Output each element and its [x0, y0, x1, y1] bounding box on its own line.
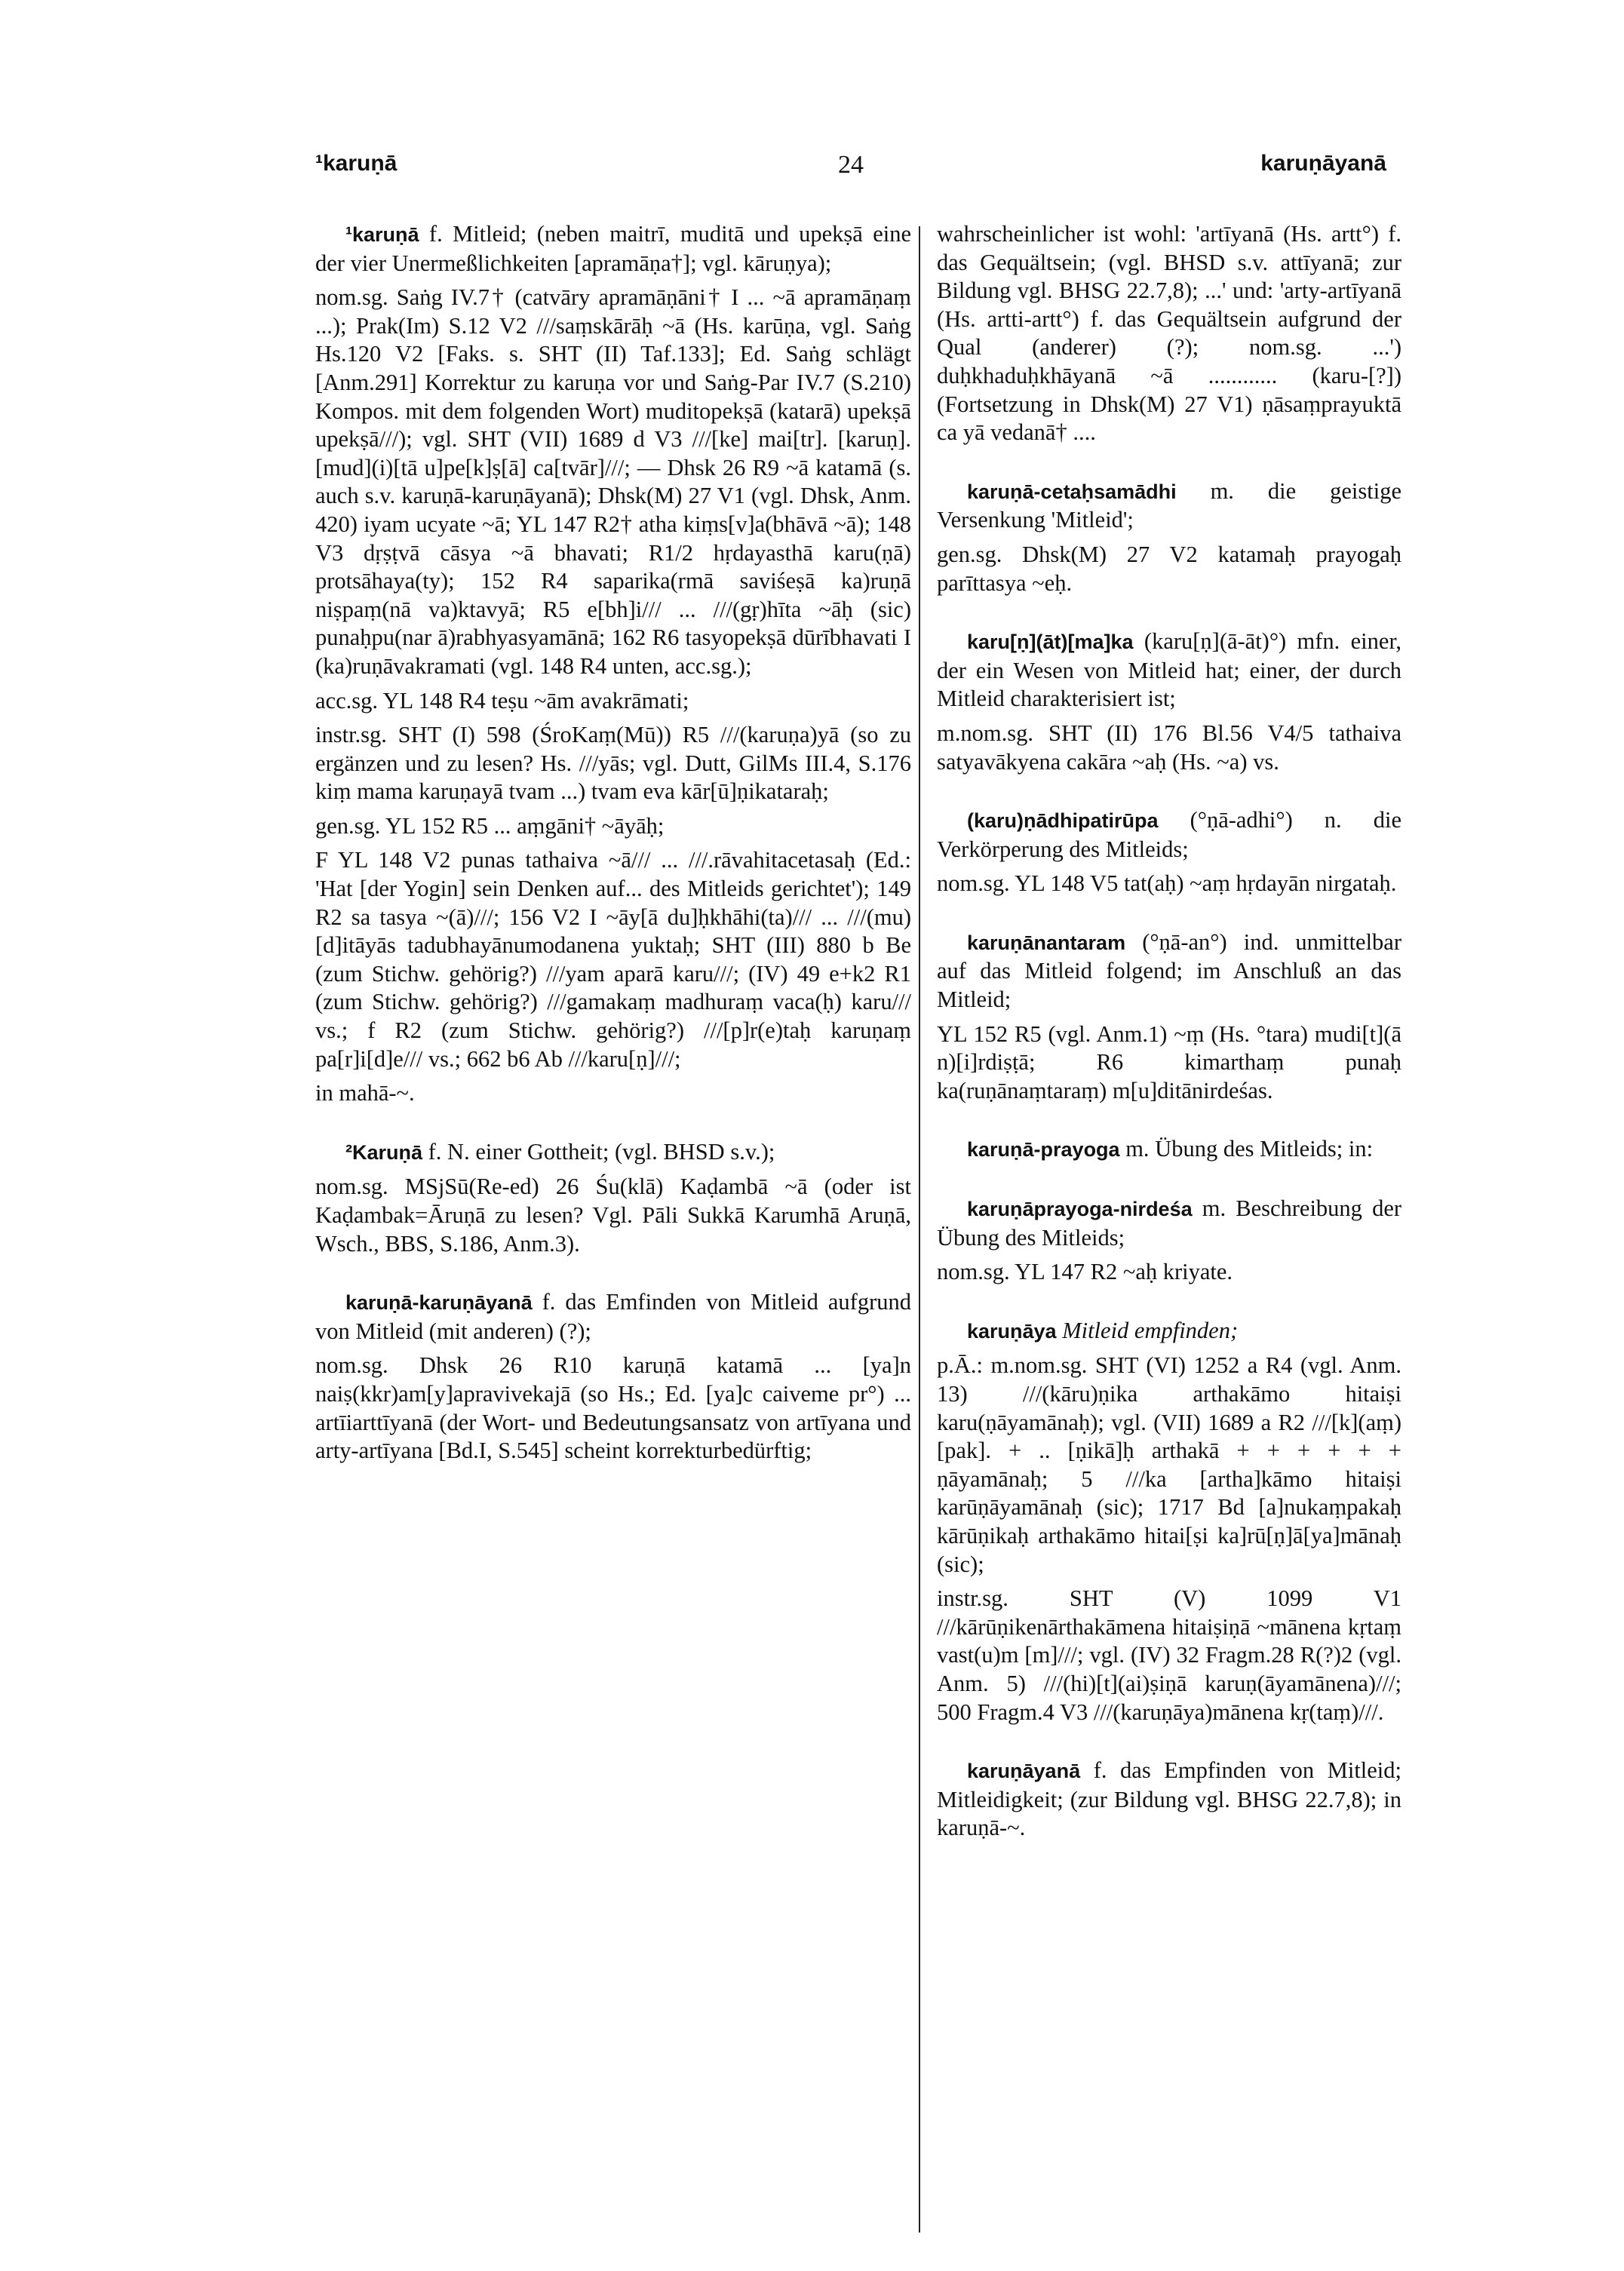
- citation-paragraph: wahrscheinlicher ist wohl: 'artīyanā (Hs. artt°) f. das Gequältsein; (vgl. BHSD s.v. attīyanā; zur Bildung vgl. BHSG 22.7,8); ...' und: 'arty-artīyanā (Hs. artti-artt°) f. das Gequältsein aufgrund der Qual (anderer) (?); nom.sg. ...') duḥkhaduḥkhāyanā ~ā ............ (karu-[?]) (Fortsetzung in Dhsk(M) 27 V1) ṇāsaṃprayuktā ca yā vedanā† ....: [937, 221, 1401, 446]
- definition: f. N. einer Gottheit; (vgl. BHSD s.v.);: [428, 1138, 775, 1165]
- citation-paragraph: nom.sg. Saṅg IV.7† (catvāry apramāṇāni† I ... ~ā apramāṇaṃ ...); Prak(Im) S.12 V2 ///saṃskārāḥ ~ā (Hs. karūṇa, vgl. Saṅg Hs.120 V2 [Faks. s. SHT (II) Taf.133]; Ed. Saṅg schlägt [Anm.291] Korrektur zu karuṇa vor und Saṅg-Par IV.7 (S.210) Kompos. mit dem folgenden Wort) muditopekṣā (katarā) upekṣā upekṣā///); vgl. SHT (VII) 1689 d V3 ///[ke] mai[tr]. [karuṇ]. [mud](i)[tā u]pe[k]ṣ[ā] ca[tvār]///; — Dhsk 26 R9 ~ā katamā (s. auch s.v. karuṇā-karuṇāyanā); Dhsk(M) 27 V1 (vgl. Dhsk, Anm. 420) iyam ucyate ~ā; YL 147 R2† atha kiṃs[v]a(bhāvā ~ā); 148 V3 dṛṣṭvā cāsya ~ā bhavati; R1/2 hṛdayasthā karu(ṇā) protsāhaya(ty); 152 R4 saparika(rmā saviśeṣā ka)ruṇā niṣpaṃ(nā va)ktavyā; R5 e[bh]i/// ... ///(gṛ)hīta ~āḥ (sic) punaḥpu(nar ā)rabhyasyamānā; 162 R6 tasyopekṣā dūrībhavati I (ka)ruṇāvakramati (vgl. 148 R4 unten, acc.sg.);: [315, 284, 911, 679]
- headword: karuṇāyanā: [967, 1760, 1081, 1783]
- headword: karuṇā-prayoga: [967, 1138, 1120, 1162]
- citation-paragraph: nom.sg. MSjSū(Re-ed) 26 Śu(klā) Kaḍambā ~ā (oder ist Kaḍambak=Āruṇā zu lesen? Vgl. Pāli Sukkā Karumhā Aruṇā, Wsch., BBS, S.186, Anm.3).: [315, 1174, 911, 1257]
- headword: karu[ṇ](āt)[ma]ka: [967, 631, 1134, 654]
- page-number: 24: [838, 151, 864, 179]
- column-divider: [919, 226, 920, 2233]
- entry-karunadhipatirupa: [937, 806, 1401, 898]
- entry-karunaprayoga-nirdesa: [937, 1195, 1401, 1287]
- definition: f. das Empfinden von Mitleid; Mitleidigkeit; (zur Bildung vgl. BHSG 22.7,8); in karuṇā-~.: [937, 1757, 1401, 1841]
- definition: Mitleid empfinden;: [1062, 1317, 1239, 1343]
- cross-reference: in mahā-~.: [315, 1080, 415, 1106]
- citation-paragraph: m.nom.sg. SHT (II) 176 Bl.56 V4/5 tathaiva satyavākyena cakāra ~aḥ (Hs. ~a) vs.: [937, 720, 1401, 775]
- right-column: [937, 220, 1401, 1873]
- page-header: [315, 151, 1386, 196]
- definition: m. Übung des Mitleids; in:: [1125, 1136, 1374, 1162]
- definition: (karu[ṇ](ā-āt)°) mfn. einer, der ein Wesen von Mitleid hat; einer, der durch Mitleid charakterisiert ist;: [937, 628, 1402, 712]
- header-right-catchword: karuṇāyanā: [1260, 151, 1386, 176]
- headword: karuṇā-cetaḥsamādhi: [967, 480, 1177, 503]
- entry-karuna-2: [315, 1138, 911, 1258]
- citation-paragraph: F YL 148 V2 punas tathaiva ~ā/// ... ///.rāvahitacetasaḥ (Ed.: 'Hat [der Yogin] sein Denken auf... des Mitleids gerichtet'); 149 R2 sa tasya ~(ā)///; 156 V2 I ~āy[ā du]ḥkhāhi(ta)/// ... ///(mu)[d]itāyās tadubhayānumodanena yuktaḥ; SHT (III) 880 b Be (zum Stichw. gehörig?) ///yam aparā karu///; (IV) 49 e+k2 R1 (zum Stichw. gehörig?) ///gamakaṃ madhuraṃ vaca(ḥ) karu/// vs.; f R2 (zum Stichw. gehörig?) ///[p]r(e)taḥ karuṇaṃ pa[r]i[d]e/// vs.; 662 b6 Ab ///karu[ṇ]///;: [315, 847, 911, 1072]
- headword: karuṇāprayoga-nirdeśa: [967, 1198, 1193, 1221]
- citation-paragraph: gen.sg. YL 152 R5 ... aṃgāni† ~āyāḥ;: [315, 812, 665, 839]
- entry-karuna-karunayana: [315, 1288, 911, 1465]
- entry-karunaya: [937, 1317, 1401, 1726]
- headword: ¹karuṇā: [345, 223, 419, 246]
- citation-paragraph: nom.sg. YL 147 R2 ~aḥ kriyate.: [937, 1259, 1233, 1285]
- headword: karuṇāya: [967, 1319, 1057, 1343]
- citation-paragraph: instr.sg. SHT (I) 598 (ŚroKaṃ(Mū)) R5 ///(karuṇa)yā (so zu ergänzen und zu lesen? Hs. ///yās; vgl. Dutt, GilMs III.4, S.176 kiṃ mama karuṇayā tvam ...) tvam eva kār[ū]ṇikataraḥ;: [315, 722, 911, 805]
- definition: f. das Emfinden von Mitleid aufgrund von Mitleid (mit anderen) (?);: [315, 1289, 911, 1344]
- headword: (karu)ṇādhipatirūpa: [967, 809, 1159, 833]
- headword: ²Karuṇā: [345, 1140, 423, 1164]
- citation-paragraph: nom.sg. Dhsk 26 R10 karuṇā katamā ... [ya]n naiṣ(kkr)am[y]apravivekajā (so Hs.; Ed. [ya]c caiveme pr°) ... artīiarttīyanā (der Wort- und Bedeutungsansatz von artīyana und arty-artīyana [Bd.I, S.545] scheint korrekturbedürftig;: [315, 1352, 911, 1464]
- header-left-catchword: ¹karuṇā: [315, 151, 398, 176]
- headword: karuṇānantaram: [967, 931, 1126, 954]
- citation-paragraph: nom.sg. YL 148 V5 tat(aḥ) ~aṃ hṛdayān nirgataḥ.: [937, 870, 1397, 897]
- definition: (°ṇā-an°) ind. unmittelbar auf das Mitleid folgend; im Anschluß an das Mitleid;: [937, 928, 1402, 1013]
- headword: karuṇā-karuṇāyanā: [345, 1291, 533, 1315]
- entry-continuation: [937, 220, 1401, 447]
- definition: m. Beschreibung der Übung des Mitleids;: [937, 1195, 1402, 1251]
- definition: m. die geistige Versenkung 'Mitleid';: [937, 477, 1401, 533]
- citation-paragraph: p.Ā.: m.nom.sg. SHT (VI) 1252 a R4 (vgl. Anm. 13) ///(kāru)ṇika arthakāmo hitaiṣi karu(ṇāyamānaḥ); vgl. (VII) 1689 a R2 ///[k](aṃ)[pak]. + .. [ṇikā]ḥ arthakā + + + + + + ṇāyamānaḥ; 5 ///ka [artha]kāmo hitaiṣi karūṇāyamānaḥ (sic); 1717 Bd [a]nukaṃpakaḥ kārūṇikaḥ arthakāmo hitai[ṣi ka]rū[ṇ]ā[ya]mānaḥ (sic);: [937, 1352, 1401, 1577]
- entry-karuna-prayoga: [937, 1135, 1401, 1165]
- citation-paragraph: YL 152 R5 (vgl. Anm.1) ~ṃ (Hs. °tara) mudi[t](ā n)[i]rdiṣṭā; R6 kimarthaṃ punaḥ ka(ruṇānaṃtaraṃ) m[u]ditānirdeśas.: [937, 1020, 1401, 1103]
- entry-karuna-cetahsamadhi: [937, 477, 1401, 597]
- definition: f. Mitleid; (neben maitrī, muditā und upekṣā eine der vier Unermeßlichkeiten [apramāṇa†]; vgl. kāruṇya);: [315, 221, 911, 276]
- definition: (°ṇā-adhi°) n. die Verkörperung des Mitleids;: [937, 807, 1401, 862]
- citation-paragraph: instr.sg. SHT (V) 1099 V1 ///kārūṇikenārthakāmena hitaiṣiṇā ~mānena kṛtaṃ vast(u)m [m]///; vgl. (IV) 32 Fragm.28 R(?)2 (vgl. Anm. 5) ///(hi)[t](ai)ṣiṇā karuṇ(āyamānena)///; 500 Fragm.4 V3 ///(karuṇāya)mānena kṛ(taṃ)///.: [937, 1585, 1401, 1725]
- entry-karunanantaram: [937, 928, 1401, 1106]
- entry-karunayana: [937, 1757, 1401, 1843]
- citation-paragraph: gen.sg. Dhsk(M) 27 V2 katamaḥ prayogaḥ parīttasya ~eḥ.: [937, 541, 1401, 596]
- citation-paragraph: acc.sg. YL 148 R4 teṣu ~ām avakrāmati;: [315, 687, 689, 714]
- entry-karuna-1: [315, 220, 911, 1108]
- left-column: [315, 220, 911, 1496]
- entry-karunatmaka: [937, 628, 1401, 776]
